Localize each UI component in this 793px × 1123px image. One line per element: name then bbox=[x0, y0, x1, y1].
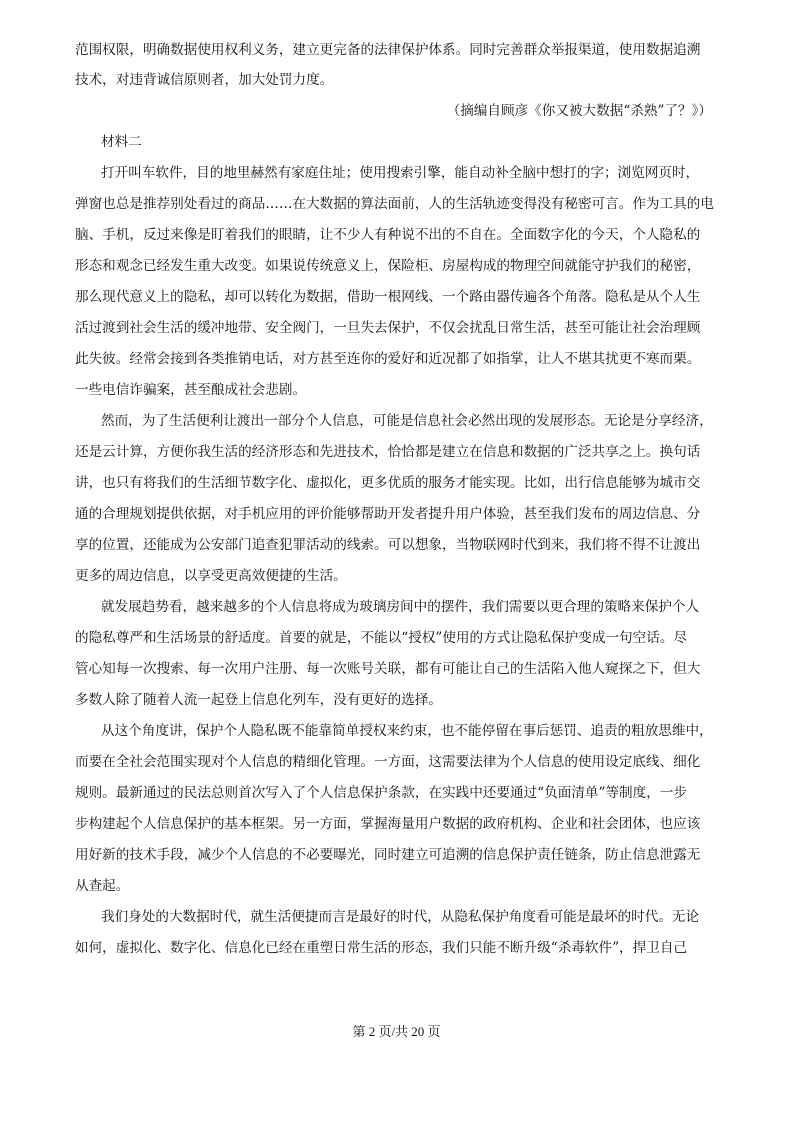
source-citation: （摘编自顾彦《你又被大数据“杀熟”了？》） bbox=[446, 103, 712, 119]
text-line: 脑、手机，反过来像是盯着我们的眼睛，让不少人有种说不出的不自在。全面数字化的今天，个人隐私的 bbox=[75, 227, 701, 243]
text-line: 范围权限，明确数据使用权利义务，建立更完备的法律保护体系。同时完善群众举报渠道，使用数据追溯 bbox=[75, 42, 701, 58]
text-line: 然而，为了生活便利让渡出一部分个人信息，可能是信息社会必然出现的发展形态。无论是分享经济， bbox=[101, 413, 713, 429]
text-line: 的隐私尊严和生活场景的舒适度。首要的就是，不能以“授权”使用的方式让隐私保护变成一句空话。尽 bbox=[75, 630, 688, 646]
text-line: 技术，对违背诚信原则者，加大处罚力度。 bbox=[75, 72, 334, 88]
text-line: 此失彼。经常会接到各类推销电话，对方甚至连你的爱好和近况都了如指掌，让人不堪其扰更不寒而栗。 bbox=[75, 351, 701, 367]
text-line: 形态和观念已经发生重大改变。如果说传统意义上，保险柜、房屋构成的物理空间就能守护我们的秘密， bbox=[75, 258, 701, 274]
text-line: 多数人除了随着人流一起登上信息化列车，没有更好的选择。 bbox=[75, 692, 443, 708]
text-line: 那么现代意义上的隐私，却可以转化为数据，借助一根网线、一个路由器传遍各个角落。隐私是从个人生 bbox=[75, 289, 701, 305]
text-line: 就发展趋势看，越来越多的个人信息将成为玻璃房间中的摆件，我们需要以更合理的策略来保护个人 bbox=[101, 599, 700, 615]
text-line: 我们身处的大数据时代，就生活便捷而言是最好的时代，从隐私保护角度看可能是最坏的时代。无论 bbox=[101, 909, 700, 925]
text-line: 弹窗也总是推荐别处看过的商品……在大数据的算法面前，人的生活轨迹变得没有秘密可言。作为工具的电 bbox=[75, 196, 714, 212]
text-line: 一些电信诈骗案，甚至酿成社会悲剧。 bbox=[75, 382, 307, 398]
text-line: 而要在全社会范围实现对个人信息的精细化管理。一方面，这需要法律为个人信息的使用设定底线、细化 bbox=[75, 754, 701, 770]
text-line: 讲，也只有将我们的生活细节数字化、虚拟化，更多优质的服务才能实现。比如，出行信息能够为城市交 bbox=[75, 475, 701, 491]
text-line: 享的位置，还能成为公安部门追查犯罪活动的线索。可以想象，当物联网时代到来，我们将不得不让渡出 bbox=[75, 537, 701, 553]
text-line: 更多的周边信息，以享受更高效便捷的生活。 bbox=[75, 568, 347, 584]
text-line: 还是云计算，方便你我生活的经济形态和先进技术，恰恰都是建立在信息和数据的广泛共享之上。换句话 bbox=[75, 444, 701, 460]
text-line: 管心知每一次搜索、每一次用户注册、每一次账号关联，都有可能让自己的生活陷入他人窥探之下，但大 bbox=[75, 661, 701, 677]
page-footer: 第 2 页/共 20 页 bbox=[352, 1024, 441, 1039]
text-line: 通的合理规划提供依据，对手机应用的评价能够帮助开发者提升用户体验，甚至我们发布的周边信息、分 bbox=[75, 506, 701, 522]
text-line: 从查起。 bbox=[75, 878, 130, 894]
text-line: 步构建起个人信息保护的基本框架。另一方面，掌握海量用户数据的政府机构、企业和社会团体，也应该 bbox=[75, 816, 701, 832]
text-line: 规则。最新通过的民法总则首次写入了个人信息保护条款，在实践中还要通过“负面清单”等制度，一步 bbox=[75, 785, 688, 801]
text-line: 如何，虚拟化、数字化、信息化已经在重塑日常生活的形态，我们只能不断升级“杀毒软件”，捍卫自己 bbox=[75, 940, 688, 956]
text-line: 用好新的技术手段，减少个人信息的不必要曝光，同时建立可追溯的信息保护责任链条，防止信息泄露无 bbox=[75, 847, 701, 863]
section-heading: 材料二 bbox=[101, 134, 142, 150]
text-line: 活过渡到社会生活的缓冲地带、安全阀门，一旦失去保护，不仅会扰乱日常生活，甚至可能让社会治理顾 bbox=[75, 320, 701, 336]
text-line: 打开叫车软件，目的地里赫然有家庭住址；使用搜索引擎，能自动补全脑中想打的字；浏览网页时， bbox=[101, 165, 700, 181]
text-line: 从这个角度讲，保护个人隐私既不能靠简单授权来约束，也不能停留在事后惩罚、追责的粗放思维中， bbox=[101, 723, 713, 739]
